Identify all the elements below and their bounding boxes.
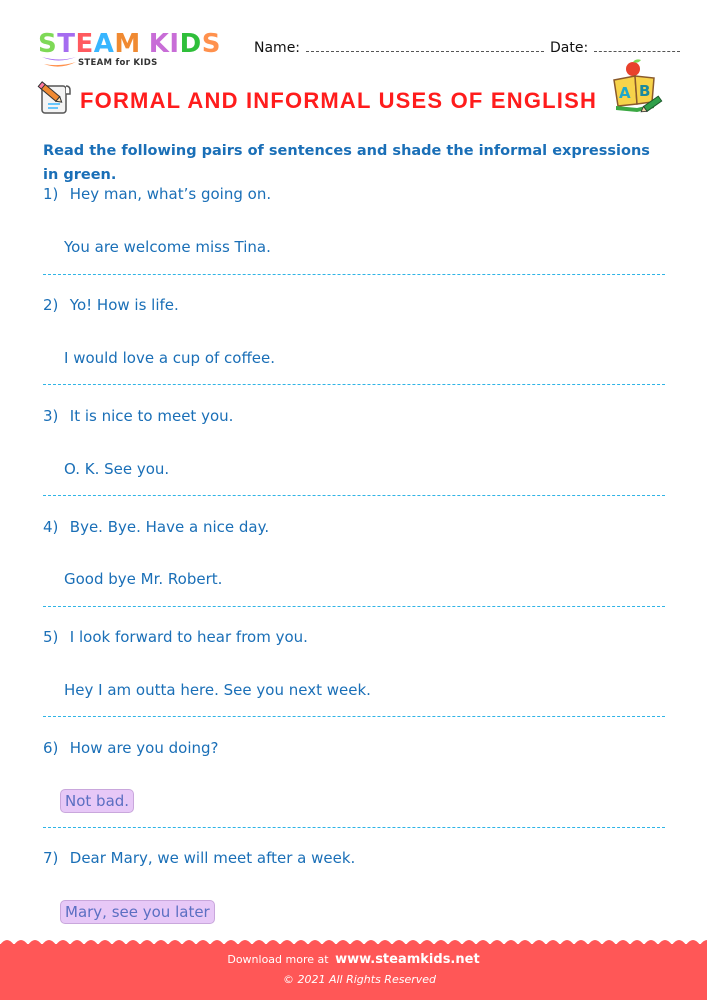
date-field[interactable] bbox=[550, 40, 680, 56]
logo-letter: E bbox=[75, 29, 94, 59]
question-7 bbox=[43, 849, 355, 867]
download-prefix: Download more at bbox=[227, 953, 329, 966]
logo-subtitle: STEAM for KIDS bbox=[78, 58, 158, 68]
separator bbox=[43, 827, 665, 828]
question-prompt[interactable]: Bye. Bye. Have a nice day. bbox=[69, 518, 270, 536]
answer-4[interactable]: Good bye Mr. Robert. bbox=[64, 570, 223, 588]
name-field[interactable] bbox=[254, 40, 544, 56]
svg-text:A: A bbox=[619, 84, 631, 102]
question-3 bbox=[43, 407, 233, 425]
logo-letter: K bbox=[148, 29, 170, 59]
steam-kids-logo bbox=[38, 30, 238, 75]
logo-letter: D bbox=[179, 29, 202, 59]
instructions: Read the following pairs of sentences and shade the informal expressions in green. bbox=[43, 143, 650, 183]
question-number: 6) bbox=[43, 739, 59, 757]
question-4 bbox=[43, 518, 269, 536]
separator bbox=[43, 716, 665, 717]
answer-3[interactable]: O. K. See you. bbox=[64, 460, 170, 478]
separator bbox=[43, 384, 665, 385]
answer-6-highlighted[interactable]: Not bad. bbox=[60, 789, 134, 813]
logo-swoosh-icon bbox=[40, 54, 80, 72]
question-prompt[interactable]: Dear Mary, we will meet after a week. bbox=[69, 849, 356, 867]
worksheet-pencil-icon bbox=[36, 80, 72, 116]
separator bbox=[43, 495, 665, 496]
logo-letter: S bbox=[201, 29, 221, 59]
question-number: 2) bbox=[43, 296, 59, 314]
website-link[interactable]: www.steamkids.net bbox=[335, 952, 480, 967]
question-1 bbox=[43, 185, 271, 203]
logo-letter: M bbox=[114, 29, 141, 59]
date-label: Date: bbox=[550, 40, 589, 56]
separator bbox=[43, 274, 665, 275]
logo-letter: S bbox=[38, 29, 58, 59]
answer-5[interactable]: Hey I am outta here. See you next week. bbox=[64, 681, 371, 699]
svg-text:B: B bbox=[639, 82, 651, 100]
date-blank[interactable] bbox=[594, 40, 680, 52]
question-2 bbox=[43, 296, 179, 314]
logo-letter: I bbox=[169, 29, 180, 59]
logo-letter: A bbox=[93, 29, 115, 59]
scalloped-edge bbox=[0, 937, 707, 945]
answer-1[interactable]: You are welcome miss Tina. bbox=[64, 238, 271, 256]
question-number: 5) bbox=[43, 628, 59, 646]
question-number: 4) bbox=[43, 518, 59, 536]
page-title: FORMAL AND INFORMAL USES OF ENGLISH bbox=[80, 88, 598, 113]
question-6 bbox=[43, 739, 219, 757]
question-prompt[interactable]: It is nice to meet you. bbox=[69, 407, 234, 425]
question-number: 1) bbox=[43, 185, 59, 203]
name-blank[interactable] bbox=[306, 40, 544, 52]
question-prompt[interactable]: Hey man, what’s going on. bbox=[69, 185, 272, 203]
footer bbox=[0, 944, 707, 1000]
question-5 bbox=[43, 628, 308, 646]
question-prompt[interactable]: I look forward to hear from you. bbox=[69, 628, 308, 646]
name-label: Name: bbox=[254, 40, 301, 56]
question-number: 7) bbox=[43, 849, 59, 867]
separator bbox=[43, 606, 665, 607]
answer-7-highlighted[interactable]: Mary, see you later bbox=[60, 900, 215, 924]
answer-2[interactable]: I would love a cup of coffee. bbox=[64, 349, 276, 367]
question-prompt[interactable]: Yo! How is life. bbox=[69, 296, 179, 314]
copyright-text: © 2021 All Rights Reserved bbox=[282, 973, 436, 986]
question-number: 3) bbox=[43, 407, 59, 425]
download-text bbox=[0, 952, 707, 967]
question-prompt[interactable]: How are you doing? bbox=[69, 739, 219, 757]
logo-letter: T bbox=[57, 29, 76, 59]
abc-book-apple-icon bbox=[608, 58, 666, 116]
